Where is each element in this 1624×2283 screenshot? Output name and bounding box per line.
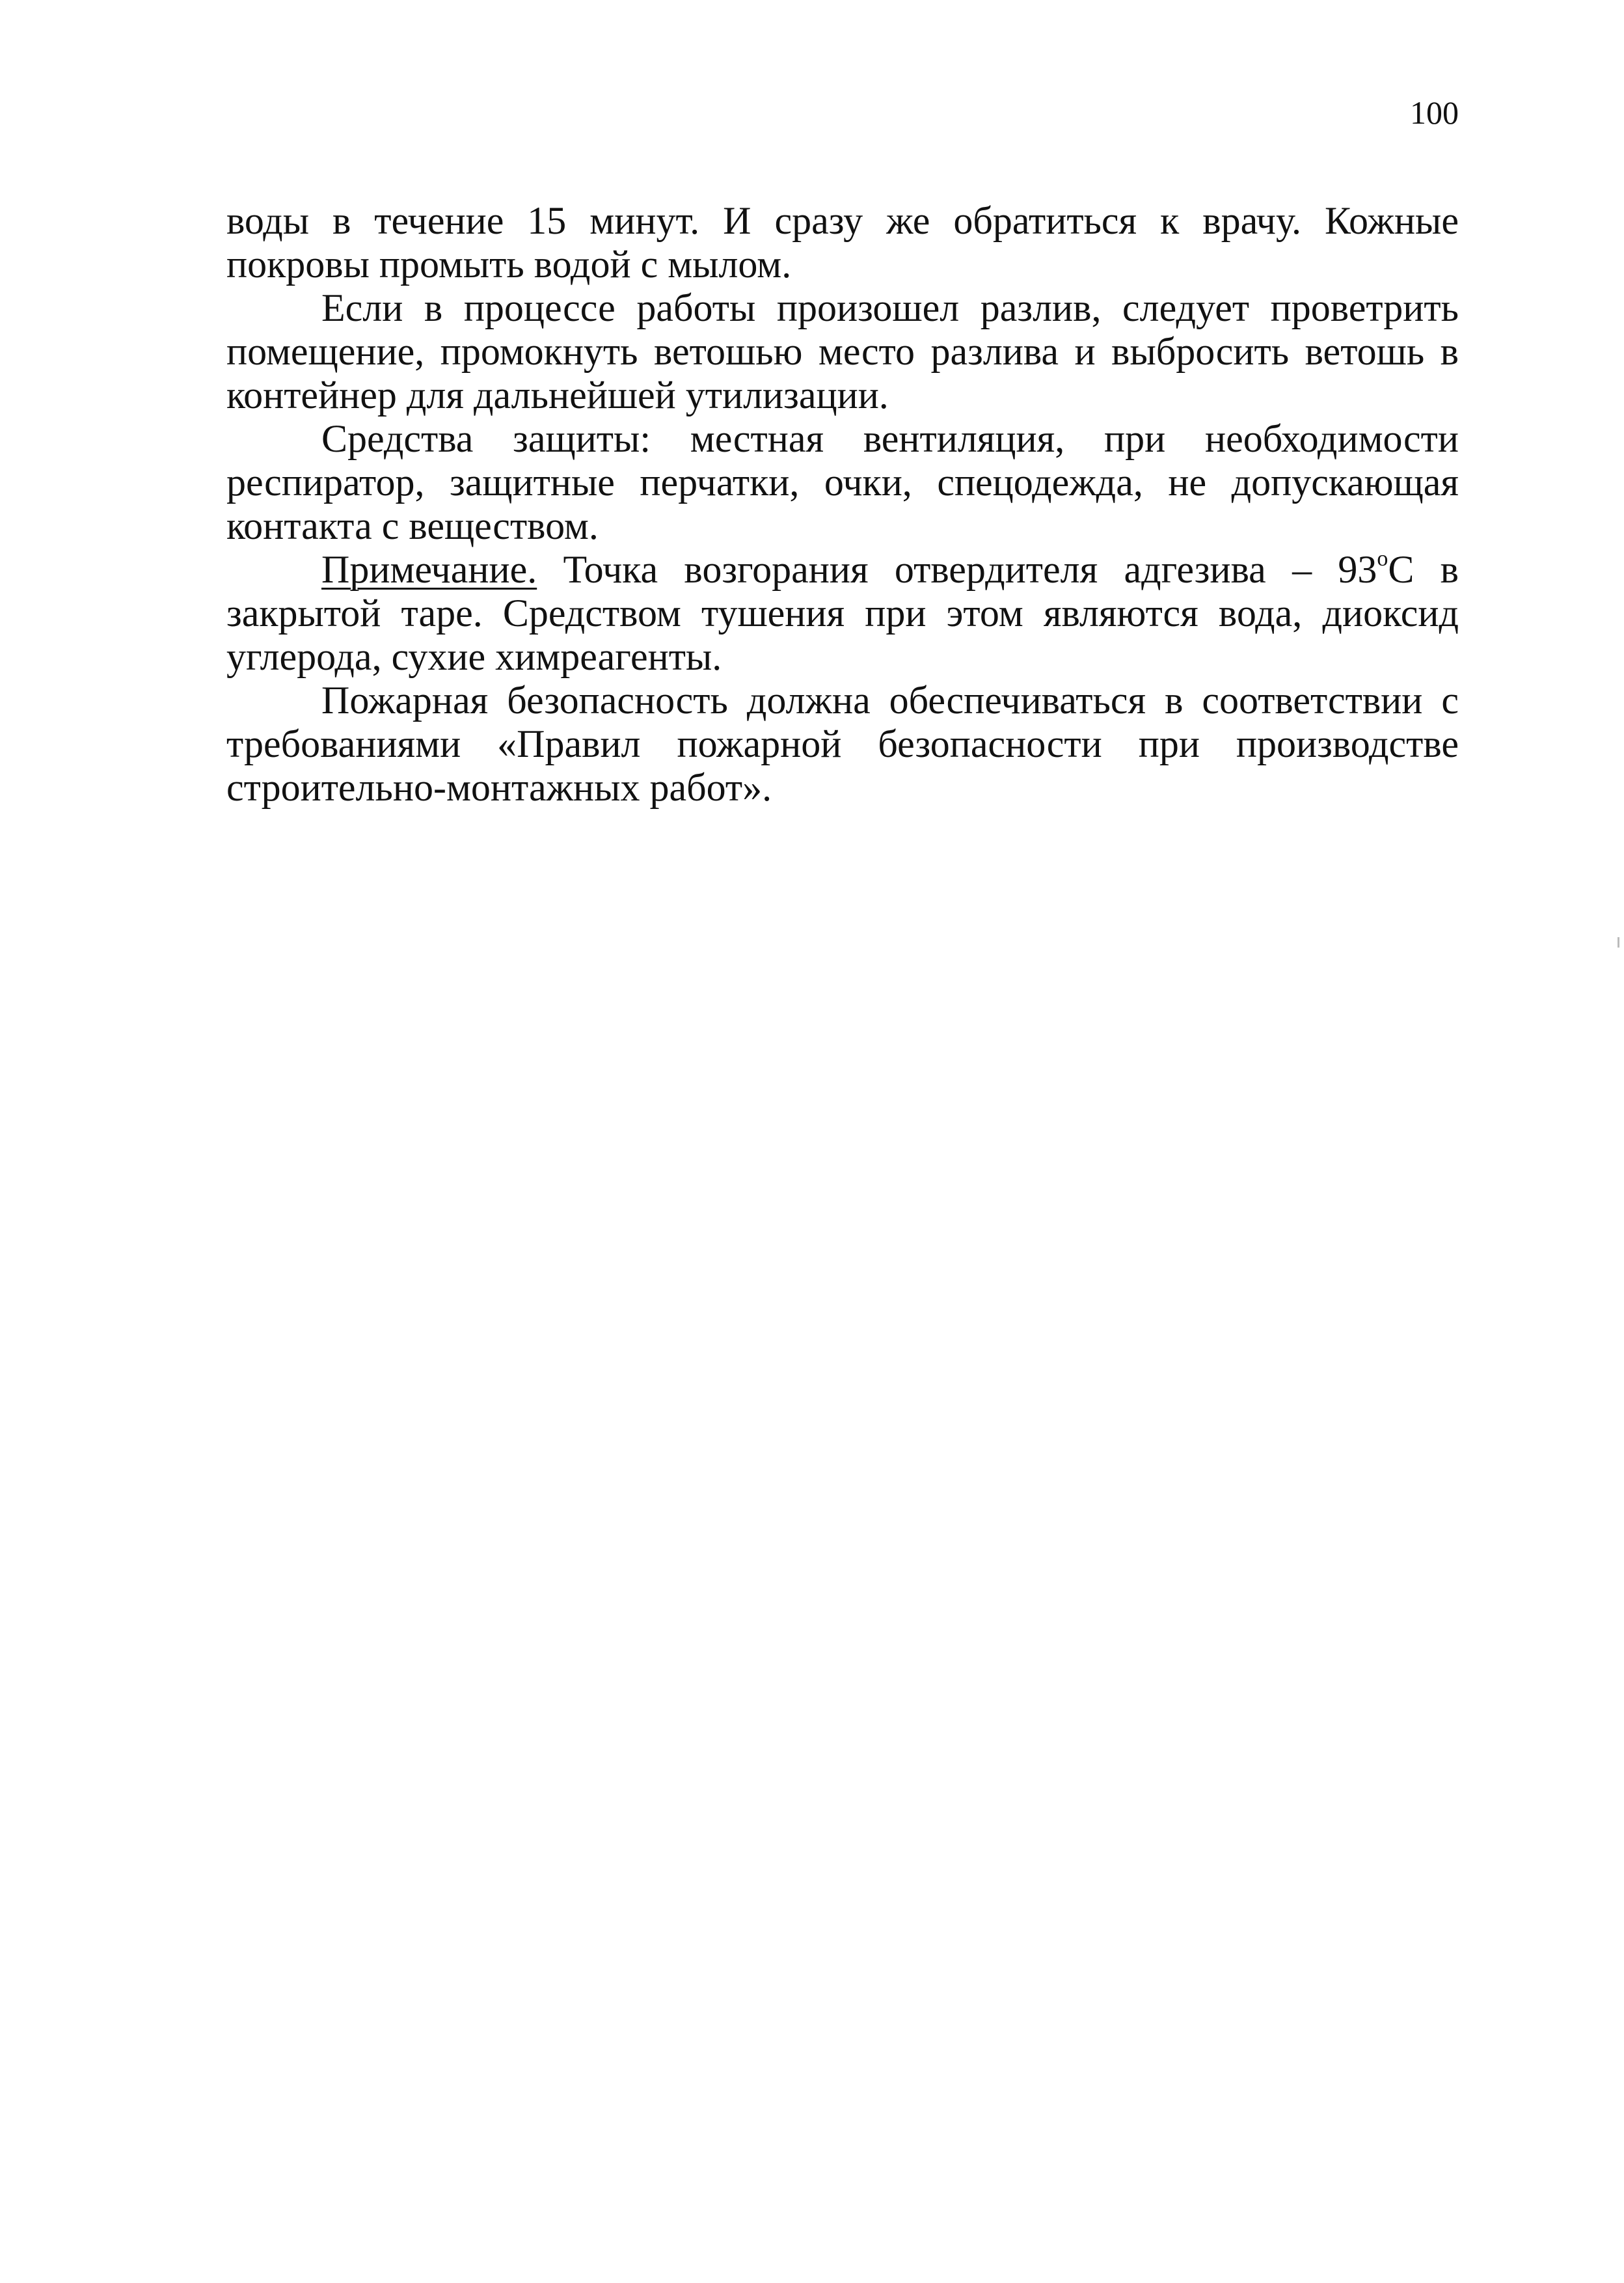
paragraph-continuation: воды в течение 15 минут. И сразу же обратиться к врачу. Кожные покровы промыть водой с мылом.: [226, 199, 1459, 286]
page-number: 100: [1410, 94, 1459, 131]
paragraph-fire-safety: Пожарная безопасность должна обеспечиваться в соответствии с требованиями «Правил пожарной безопасности при производстве строительно-монтажных работ».: [226, 679, 1459, 809]
paragraph-spill-procedure: Если в процессе работы произошел разлив, следует проветрить помещение, промокнуть ветошью место разлива и выбросить ветошь в контейнер для дальнейшей утилизации.: [226, 286, 1459, 417]
paragraph-protection-means: Средства защиты: местная вентиляция, при необходимости респиратор, защитные перчатки, очки, спецодежда, не допускающая контакта с веществом.: [226, 417, 1459, 547]
scan-artifact-mark: [1617, 937, 1619, 948]
paragraph-note: [226, 548, 1459, 679]
document-body: [226, 199, 1459, 810]
note-label: Примечание.: [321, 548, 537, 591]
degree-symbol: o: [1377, 547, 1388, 571]
note-text-before-degree: Точка возгорания отвердителя адгезива – 93: [563, 548, 1377, 591]
note-text-after-degree: С в закрытой таре. Средством тушения при этом являются вода, диоксид углерода, сухие химреагенты.: [226, 548, 1459, 678]
